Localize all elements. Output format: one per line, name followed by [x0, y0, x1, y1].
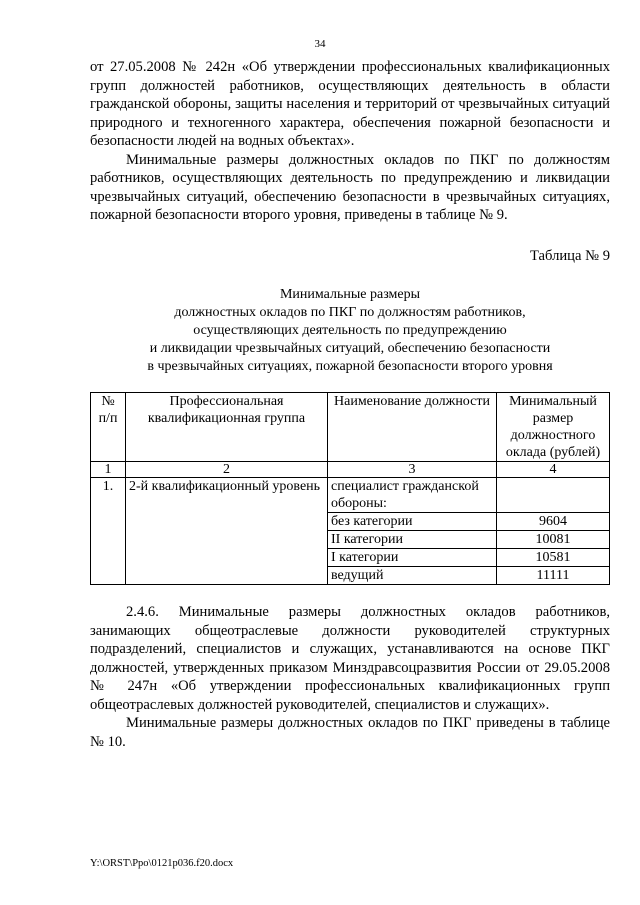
group-number: 1.: [91, 478, 126, 585]
file-path-footer: Y:\ORST\Ppo\0121p036.f20.docx: [90, 858, 234, 869]
header-number: № п/п: [91, 393, 126, 462]
page-number: 34: [314, 38, 326, 50]
column-number: 1: [91, 462, 126, 478]
table-title-line: осуществляющих деятельность по предупреждению: [193, 323, 507, 338]
salary-value: 11111: [497, 567, 610, 585]
position-name: без категории: [328, 513, 497, 531]
table-title-line: Минимальные размеры: [279, 287, 421, 302]
salary-value: 10581: [497, 549, 610, 567]
column-number: 4: [497, 462, 610, 478]
paragraph-table-10-intro: Минимальные размеры должностных окладов по ПКГ приведены в таблице № 10.: [90, 715, 610, 750]
column-number: 3: [328, 462, 497, 478]
paragraph-2-4-6: 2.4.6. Минимальные размеры должностных окладов работников, занимающих общеотраслевые должности руководителей структурных подразделений, специалистов и служащих, устанавливаются на основе ПКГ должностей, утвержденных приказом Минздравсоцразвития России от 29.05.2008 № 247н «Об утверждении профессиональных квалификационных групп общеотраслевых должностей руководителей, специалистов и служащих».: [90, 604, 610, 713]
table-title-line: в чрезвычайных ситуациях, пожарной безопасности второго уровня: [147, 359, 553, 374]
table-title-line: и ликвидации чрезвычайных ситуаций, обеспечению безопасности: [149, 341, 551, 356]
table-header-row: [91, 393, 610, 462]
table-title: [90, 286, 610, 376]
salary-value: 9604: [497, 513, 610, 531]
salary-value: 10081: [497, 531, 610, 549]
paragraph-order-reference: от 27.05.2008 № 242н «Об утверждении профессиональных квалификационных групп должностей работников, осуществляющих деятельность в области гражданской обороны, защиты населения и территорий от чрезвычайных ситуаций природного и техногенного характера, обеспечения пожарной безопасности и безопасности людей на водных объектах».: [90, 59, 610, 149]
column-numbers-row: [91, 462, 610, 478]
position-name: I категории: [328, 549, 497, 567]
empty-salary-cell: [497, 478, 610, 513]
document-body: [90, 58, 610, 751]
position-name: II категории: [328, 531, 497, 549]
header-salary: Минимальный размер должностного оклада (рублей): [497, 393, 610, 462]
salary-table: [90, 392, 610, 585]
group-row: [91, 478, 610, 513]
table-title-line: должностных окладов по ПКГ по должностям работников,: [174, 305, 526, 320]
paragraph-table-9-intro: Минимальные размеры должностных окладов по ПКГ по должностям работников, осуществляющих деятельность по предупреждению и ликвидации чрезвычайных ситуаций, обеспечению безопасности в чрезвычайных ситуациях, пожарной безопасности второго уровня, приведены в таблице № 9.: [90, 151, 610, 223]
group-name: 2-й квалификационный уровень: [126, 478, 328, 585]
column-number: 2: [126, 462, 328, 478]
table-label: Таблица № 9: [530, 247, 610, 264]
header-position: Наименование должности: [328, 393, 497, 462]
position-title: специалист гражданской обороны:: [328, 478, 497, 513]
header-qualification-group: Профессиональная квалификационная группа: [126, 393, 328, 462]
position-name: ведущий: [328, 567, 497, 585]
